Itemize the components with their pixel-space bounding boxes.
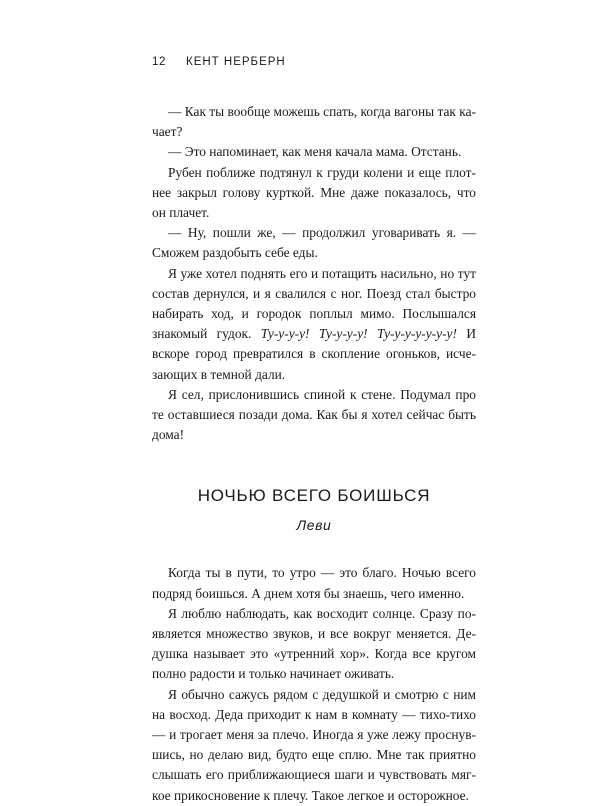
paragraph: Я люблю наблюдать, как восходит солнце. Сразу появляется множество звуков, и все вокруг меняется. Дедушка называет это «утренний хор». Когда все кругом полно радости и только начинает оживать. (152, 605, 476, 682)
paragraph: Я сел, прислонившись спиной к стене. Подумал про те оставшиеся позади дома. Как бы я хотел сейчас быть дома! (152, 386, 476, 443)
section-two-text (152, 563, 476, 805)
paragraph: Я обычно сажусь рядом с дедушкой и смотрю с ним на восход. Деда приходит к нам в комнату — тихо-тихо — и трогает меня за плечо. Иногда я уже лежу проснувшись, но делаю вид, будто еще сплю. Мне так приятно слышать его приближающиеся шаги и чувствовать мягкое прикосновение к плечу. Такое легкое и осторожное. (152, 686, 476, 803)
train-whistle-text: Ту-у-у-у! Ту-у-у-у! Ту-у-у-у-у-у-у! (260, 326, 457, 342)
paragraph: Когда ты в пути, то утро — это благо. Ночью всего подряд боишься. А днем хотя бы знаешь, чего именно. (152, 565, 476, 601)
chapter-narrator: Леви (296, 517, 332, 534)
page-number: 12 (152, 56, 166, 68)
paragraph: — Как ты вообще можешь спать, когда вагоны так качает? (152, 104, 476, 140)
paragraph-text: Я уже хотел поднять его и потащить насильно, но тут состав дернулся, и я свалился с ног. Поезд стал быстро набирать ход, и городок поплыл мимо. Послышался знакомый гудок. (152, 265, 476, 342)
section-one-text (152, 102, 476, 445)
book-page (152, 56, 476, 806)
paragraph: — Это напоминает, как меня качала мама. Отстань. (168, 144, 462, 160)
chapter-title: НОЧЬЮ ВСЕГО БОИШЬСЯ (197, 486, 431, 506)
running-head-author: КЕНТ НЕРБЕРН (186, 56, 286, 68)
running-head (152, 56, 476, 74)
paragraph: — Ну, пошли же, — продолжил уговаривать я. — Сможем раздобыть себе еды. (152, 225, 476, 261)
paragraph (152, 264, 476, 385)
paragraph: Рубен поближе подтянул к груди колени и еще плотнее закрыл голову курткой. Мне даже показалось, что он плачет. (152, 164, 476, 221)
paragraph-text: И вскоре город превратился в скопление огоньков, исчезающих в темной дали. (152, 326, 476, 382)
